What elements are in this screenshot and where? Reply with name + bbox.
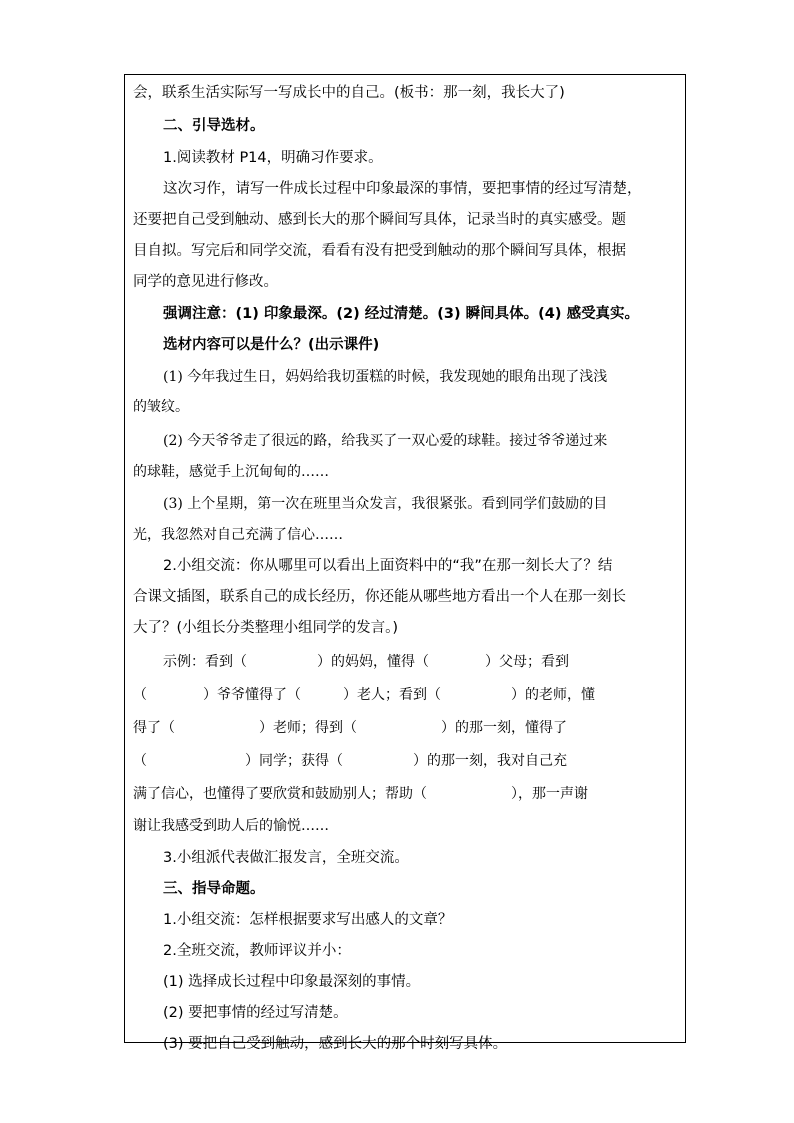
text-line: 目自拟。写完后和同学交流，看看有没有把受到触动的那个瞬间写具体，根据 [133,243,626,259]
example-line: 的球鞋，感觉手上沉甸甸的…… [133,464,329,480]
example-line: 的皱纹。 [133,399,189,415]
text-line: 合课文插图，联系自己的成长经历，你还能从哪些地方看出一个人在那一刻长 [133,589,626,605]
text-line: 还要把自己受到触动、感到长大的那个瞬间写具体，记录当时的真实感受。题 [133,212,626,228]
text-line: (3) 要把自己受到触动，感到长大的那个时刻写具体。 [163,1036,508,1052]
text-line: 1.小组交流：怎样根据要求写出感人的文章？ [163,912,453,928]
fill-in-example-line: （ ）爷爷懂得了（ ）老人；看到（ ）的老师，懂 [133,687,595,703]
text-line: 1.阅读教材 P14，明确习作要求。 [163,150,383,166]
text-line: 会，联系生活实际写一写成长中的自己。(板书：那一刻，我长大了) [133,85,565,101]
fill-in-example-line: 得了（ ）老师；得到（ ）的那一刻，懂得了 [133,720,567,736]
fill-in-example-line: （ ）同学；获得（ ）的那一刻，我对自己充 [133,753,567,769]
emphasis-line: 强调注意：(1) 印象最深。(2) 经过清楚。(3) 瞬间具体。(4) 感受真实。 [163,306,640,322]
text-line: 大了？(小组长分类整理小组同学的发言。) [133,620,399,636]
text-line: 同学的意见进行修改。 [133,274,278,290]
text-line: 2.全班交流，教师评议并小： [163,943,351,959]
text-line: 这次习作，请写一件成长过程中印象最深的事情，要把事情的经过写清楚， [163,181,642,197]
example-line: (2) 今天爷爷走了很远的路，给我买了一双心爱的球鞋。接过爷爷递过来 [163,433,608,449]
example-line: 光，我忽然对自己充满了信心…… [133,527,343,543]
example-line: (1) 今年我过生日，妈妈给我切蛋糕的时候，我发现她的眼角出现了浅浅 [163,369,608,385]
fill-in-example-line: 示例：看到（ ）的妈妈，懂得（ ）父母；看到 [163,654,569,670]
text-line: (1) 选择成长过程中印象最深刻的事情。 [163,974,421,990]
emphasis-line: 选材内容可以是什么？(出示课件) [163,337,380,353]
example-line: (3) 上个星期，第一次在班里当众发言，我很紧张。看到同学们鼓励的目 [163,496,608,512]
text-line: 2.小组交流：你从哪里可以看出上面资料中的“我”在那一刻长大了？结 [163,558,613,574]
fill-in-example-line: 满了信心，也懂得了要欣赏和鼓励别人；帮助（ ），那一声谢 [133,786,588,802]
text-line: 3.小组派代表做汇报发言，全班交流。 [163,850,409,866]
section-heading: 三、指导命题。 [163,881,265,897]
lesson-plan-table-cell [124,74,686,1052]
fill-in-example-line: 谢让我感受到助人后的愉悦…… [133,818,329,834]
text-line: (2) 要把事情的经过写清楚。 [163,1005,348,1021]
section-heading: 二、引导选材。 [163,118,265,134]
